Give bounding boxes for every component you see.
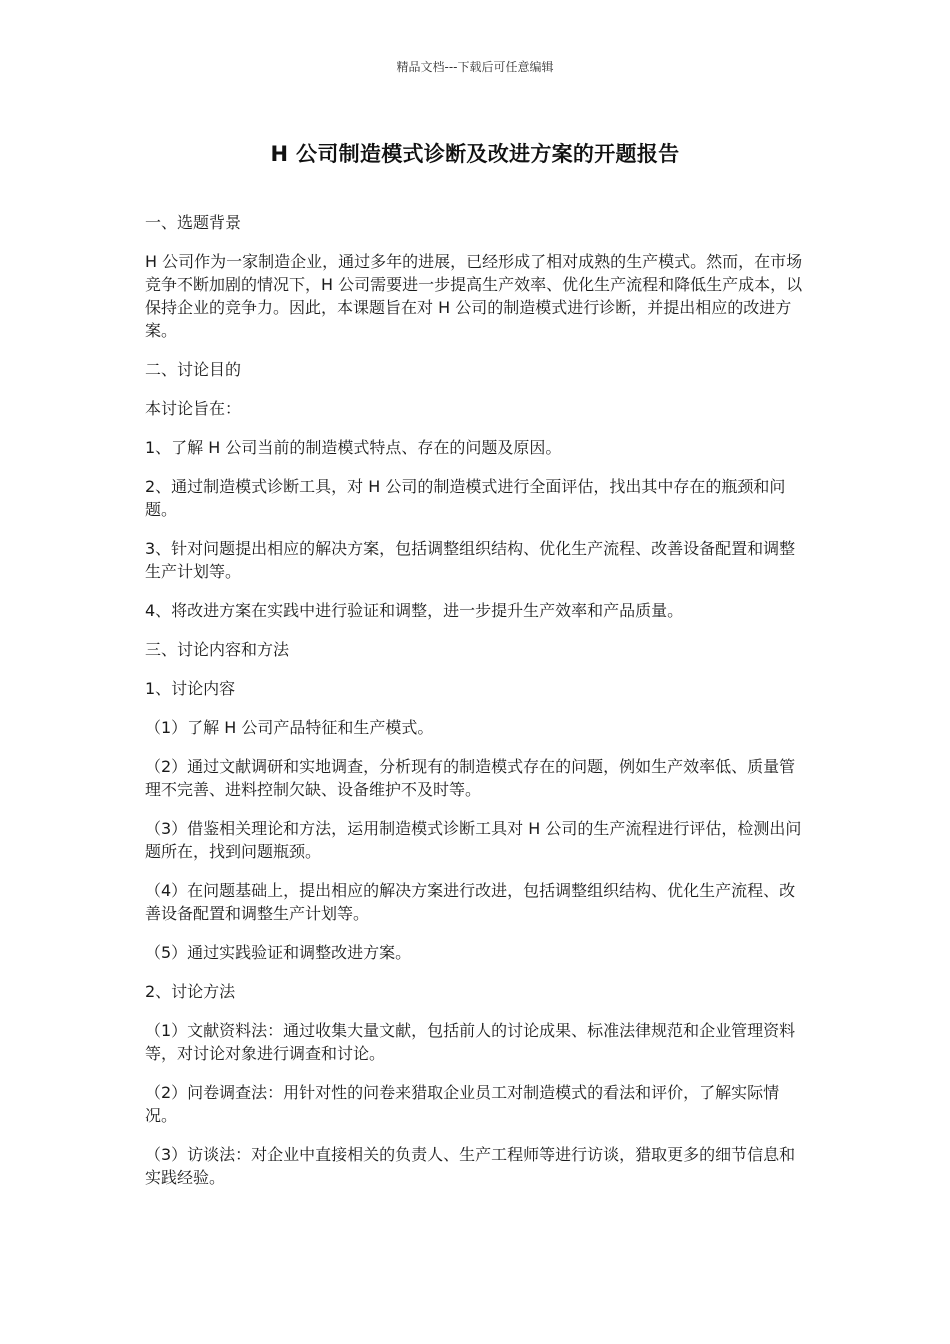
list-item-method-2: （2）问卷调查法：用针对性的问卷来猎取企业员工对制造模式的看法和评价，了解实际情况。 <box>145 1083 780 1125</box>
subheading-methods: 2、讨论方法 <box>145 982 236 1001</box>
list-item-method-1: （1）文献资料法：通过收集大量文献，包括前人的讨论成果、标准法律规范和企业管理资料等，对讨论对象进行调查和讨论。 <box>145 1021 796 1063</box>
paragraph-background: H 公司作为一家制造企业，通过多年的进展，已经形成了相对成熟的生产模式。然而，在市场竞争不断加剧的情况下，H 公司需要进一步提高生产效率、优化生产流程和降低生产成本，以保持企业的竞争力。因此，本课题旨在对 H 公司的制造模式进行诊断，并提出相应的改进方案。 <box>145 252 803 340</box>
list-item-purpose-4: 4、将改进方案在实践中进行验证和调整，进一步提升生产效率和产品质量。 <box>145 601 684 620</box>
section-heading-content-methods: 三、讨论内容和方法 <box>145 640 290 659</box>
document-title: H 公司制造模式诊断及改进方案的开题报告 <box>270 142 680 166</box>
subheading-content: 1、讨论内容 <box>145 679 236 698</box>
list-item-purpose-1: 1、了解 H 公司当前的制造模式特点、存在的问题及原因。 <box>145 438 562 457</box>
list-item-content-5: （5）通过实践验证和调整改进方案。 <box>145 943 412 962</box>
section-heading-background: 一、选题背景 <box>145 213 242 232</box>
list-item-method-3: （3）访谈法：对企业中直接相关的负责人、生产工程师等进行访谈，猎取更多的细节信息和实践经验。 <box>145 1145 796 1187</box>
list-item-purpose-3: 3、针对问题提出相应的解决方案，包括调整组织结构、优化生产流程、改善设备配置和调整生产计划等。 <box>145 539 796 581</box>
list-item-content-2: （2）通过文献调研和实地调查，分析现有的制造模式存在的问题，例如生产效率低、质量管理不完善、进料控制欠缺、设备维护不及时等。 <box>145 757 796 799</box>
list-item-content-3: （3）借鉴相关理论和方法，运用制造模式诊断工具对 H 公司的生产流程进行评估，检测出问题所在，找到问题瓶颈。 <box>145 819 802 861</box>
list-item-content-4: （4）在问题基础上，提出相应的解决方案进行改进，包括调整组织结构、优化生产流程、改善设备配置和调整生产计划等。 <box>145 881 796 923</box>
page-header-note: 精品文档---下载后可任意编辑 <box>396 60 554 74</box>
list-item-purpose-2: 2、通过制造模式诊断工具，对 H 公司的制造模式进行全面评估，找出其中存在的瓶颈和问题。 <box>145 477 786 519</box>
document-body <box>145 211 807 1205</box>
list-item-content-1: （1）了解 H 公司产品特征和生产模式。 <box>145 718 434 737</box>
section-heading-purpose: 二、讨论目的 <box>145 360 242 379</box>
paragraph-purpose-intro: 本讨论旨在： <box>145 399 242 418</box>
